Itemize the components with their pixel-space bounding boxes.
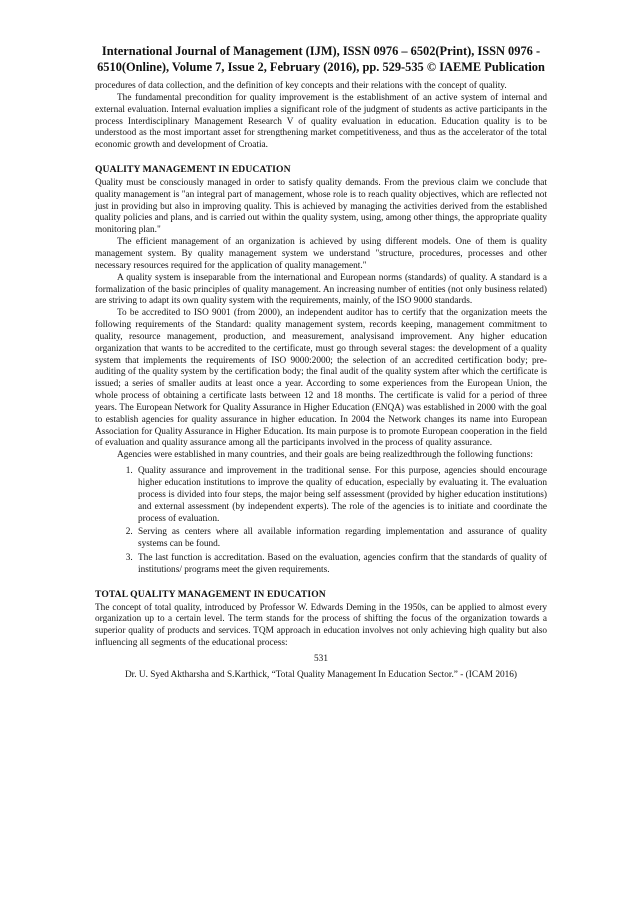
- intro-continued-paragraph: procedures of data collection, and the definition of key concepts and their relations with the concept of quality.: [95, 81, 507, 91]
- section-heading-quality-management: QUALITY MANAGEMENT IN EDUCATION: [95, 164, 291, 176]
- paper-page: [95, 44, 547, 682]
- list-item: 2. Serving as centers where all available information regarding implementation and assurance of quality systems can be found.: [135, 527, 547, 551]
- qm-paragraph-1: Quality must be consciously managed in order to satisfy quality demands. From the previous claim we conclude that quality management is "an integral part of management, whose role is to reach quality objectives, which are reflected not just in providing but also in improving quality. This is achieved by managing the activities derived from the established quality policies and plans, and is carried out within the quality system, using, among other things, the appropriate quality monitoring plan.": [95, 177, 547, 236]
- section-heading-total-quality-management: TOTAL QUALITY MANAGEMENT IN EDUCATION: [95, 588, 326, 600]
- list-item: 3. The last function is accreditation. Based on the evaluation, agencies confirm that the standards of quality of institutions/ programs meet the given requirements.: [135, 553, 547, 577]
- qm-paragraph-2: The efficient management of an organization is achieved by using different models. One of them is quality management system. By quality management system we understand "structure, procedures, processes and other necessary resources required for the application of quality management.": [95, 237, 547, 271]
- tqm-paragraph-1: The concept of total quality, introduced by Professor W. Edwards Deming in the 1950s, can be applied to almost every organization up to a certain level. The term stands for the process of shifting the focus of the organization towards a superior quality of products and services. TQM approach in education involves not only achieving high quality but also influencing all segments of the educational process:: [95, 602, 547, 649]
- agency-functions-list: [95, 466, 547, 577]
- qm-paragraph-5: Agencies were established in many countries, and their goals are being realizedthrough the following functions:: [117, 450, 533, 461]
- intro-fundamental-paragraph: The fundamental precondition for quality improvement is the establishment of an active system of internal and external evaluation. Internal evaluation implies a significant role of the judgment of students as active participants in the process Interdisciplinary Management Research V of quality evaluation in education. Education quality is to be understood as the most important asset for strengthening market competitiveness, and thus as the accelerator of the total economic growth and development of Croatia.: [95, 92, 547, 151]
- article-body: [95, 81, 547, 650]
- qm-paragraph-3: A quality system is inseparable from the international and European norms (standards) of quality. A standard is a formalization of the basic principles of quality management. An increasing number of entities (not only business related) are striving to adapt its own quality system with the requirements, mainly, of the ISO 9000 standards.: [95, 272, 547, 307]
- page-number: 531: [314, 653, 328, 664]
- footer-citation: Dr. U. Syed Aktharsha and S.Karthick, “Total Quality Management In Education Sector.” - (ICAM 2016): [124, 669, 518, 680]
- list-item: 1. Quality assurance and improvement in the traditional sense. For this purpose, agencies should encourage higher education institutions to improve the quality of education, especially by evaluating it. The evaluation process is divided into four steps, the major being self assessment (provided by higher education institutions) and external assessment (by independent experts). The role of the agencies is to initiate and coordinate the process of evaluation.: [135, 466, 547, 525]
- journal-running-header: International Journal of Management (IJM), ISSN 0976 – 6502(Print), ISSN 0976 - 6510(Online), Volume 7, Issue 2, February (2016), pp. 529-535 © IAEME Publication: [97, 44, 545, 74]
- qm-paragraph-4: To be accredited to ISO 9001 (from 2000), an independent auditor has to certify that the organization meets the following requirements of the Standard: quality management system, records keeping, management commitment to quality, resource management, production, and measurement, analysisand improvement. Any higher education organization that wants to be accredited to the certificate, must go through several stages: the development of a quality system that implements the requirements of ISO 9000:2000; the selection of an accredited certification body; pre-auditing of the quality system by the certification body; the final audit of the quality system after which the certificate is issued; a series of smaller audits at least once a year. According to some experiences from the European Union, the whole process of obtaining a certificate lasts between 12 and 18 months. The certificate is valid for a period of three years. The European Network for Quality Assurance in Higher Education (ENQA) was established in 2000 with the goal to establish agencies for quality assurance in higher education. In 2004 the Network changes its name into European Association for Quality Assurance in Higher Education. Its main purpose is to promote European cooperation in the field of evaluation and quality assurance among all the participants involved in the process of quality assurance.: [95, 308, 547, 449]
